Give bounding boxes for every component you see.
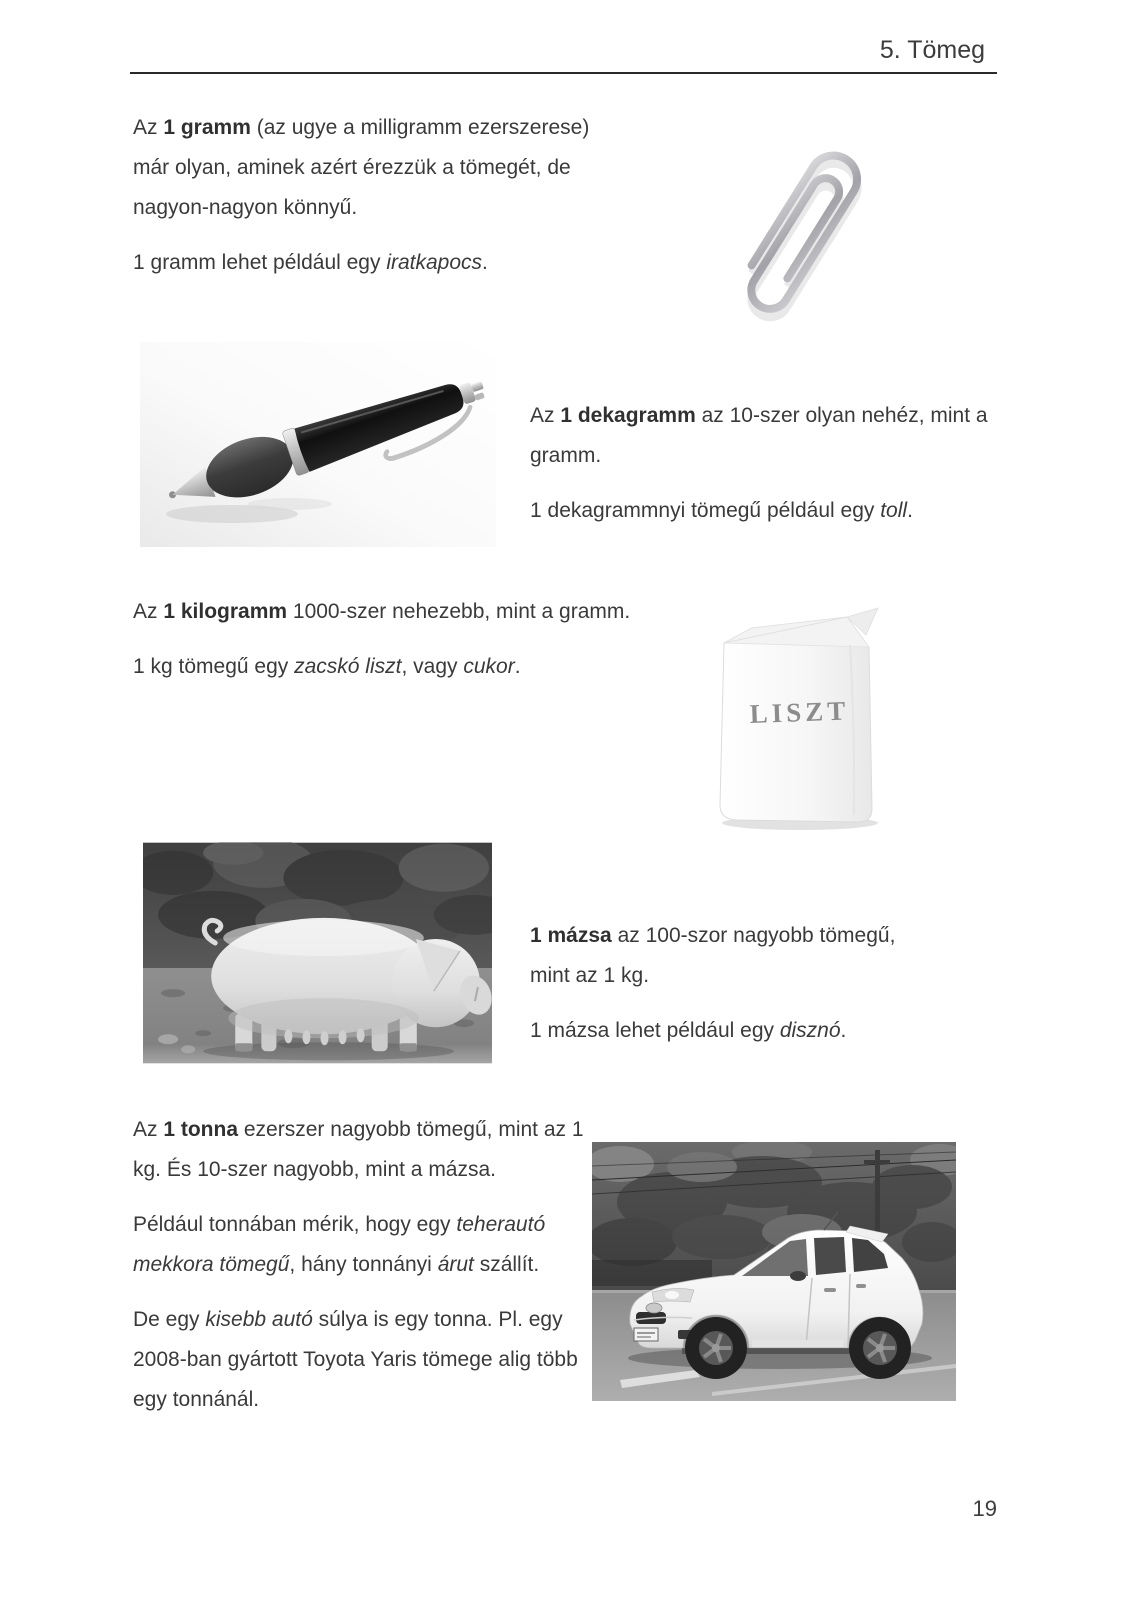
text-run: Például tonnában mérik, hogy egy	[133, 1213, 457, 1236]
header-rule	[130, 72, 997, 74]
mazsa-example-text	[530, 1011, 928, 1051]
car-rear-wheel	[849, 1317, 911, 1379]
text-run: .	[514, 655, 521, 678]
italic-term: zacskó liszt	[294, 655, 402, 678]
section-dekagramm-text	[530, 396, 990, 531]
flour-bag-photo	[708, 583, 896, 833]
text-run: ezerszer nagyobb tömegű, mint az 1 kg. És 10-szer nagyobb, mint a mázsa.	[133, 1118, 584, 1181]
pen-photo	[140, 342, 496, 547]
section-tonna-text	[133, 1110, 588, 1420]
italic-term: árut	[437, 1253, 474, 1276]
dekagramm-definition-text	[530, 396, 990, 476]
italic-term: toll	[880, 499, 908, 522]
bold-term: 1 tonna	[163, 1118, 239, 1141]
text-run: Az	[133, 600, 164, 623]
italic-term: kisebb autó	[205, 1308, 313, 1331]
italic-term: cukor	[463, 655, 515, 678]
section-kilogramm-text	[133, 592, 681, 687]
flour-bag-label: LISZT	[749, 695, 850, 729]
section-gramm-text	[133, 108, 615, 283]
dekagramm-example-text	[530, 491, 990, 531]
text-run: 1000-szer nehezebb, mint a gramm.	[287, 600, 631, 623]
chapter-title: 5. Tömeg	[879, 36, 985, 64]
car-license-plate	[634, 1328, 658, 1341]
bold-term: 1 kilogramm	[163, 600, 288, 623]
mazsa-definition-text	[530, 916, 928, 996]
car-photo	[592, 1142, 956, 1401]
text-run: 1 mázsa lehet például egy	[530, 1019, 780, 1042]
pig-photo	[143, 842, 492, 1064]
tonna-truck-text	[133, 1205, 588, 1285]
text-run: .	[907, 499, 913, 522]
italic-term: disznó	[779, 1019, 841, 1042]
kilogramm-definition-text	[133, 592, 681, 632]
text-run: 1 dekagrammnyi tömegű például egy	[530, 499, 881, 522]
text-run: 1 kg tömegű egy	[133, 655, 295, 678]
text-run: (az ugye a milligramm ezerszerese) már olyan, aminek azért érezzük a tömegét, de nagyon-nagyon könnyű.	[133, 116, 590, 219]
bold-term: 1 gramm	[163, 116, 251, 139]
car-mirror	[790, 1271, 806, 1281]
text-run: Az	[530, 404, 561, 427]
tonna-definition-text	[133, 1110, 588, 1190]
gramm-example-text	[133, 243, 615, 283]
gramm-definition-text	[133, 108, 615, 228]
text-run: .	[840, 1019, 847, 1042]
text-run: szállít.	[473, 1253, 540, 1276]
text-run: súlya is egy tonna. Pl. egy 2008-ban gyártott Toyota Yaris tömege alig több egy tonnánál.	[133, 1308, 578, 1411]
text-run: 1 gramm lehet például egy	[133, 251, 387, 274]
car-badge	[646, 1303, 662, 1313]
kilogramm-example-text	[133, 647, 681, 687]
car-front-wheel	[685, 1317, 747, 1379]
tonna-car-text	[133, 1300, 588, 1420]
text-run: .	[482, 251, 488, 274]
italic-term: teherautó mekkora tömegű	[133, 1213, 546, 1276]
text-run: , vagy	[401, 655, 464, 678]
text-run: az 10-szer olyan nehéz, mint a gramm.	[530, 404, 988, 467]
text-run: az 100-szor nagyobb tömegű, mint az 1 kg.	[530, 924, 896, 987]
bold-term: 1 mázsa	[530, 924, 612, 947]
page-number: 19	[972, 1496, 997, 1521]
paperclip-photo	[698, 130, 904, 332]
bold-term: 1 dekagramm	[560, 404, 696, 427]
section-mazsa-text	[530, 916, 928, 1051]
text-run: , hány tonnányi	[289, 1253, 438, 1276]
text-run: Az	[133, 1118, 164, 1141]
text-run: De egy	[133, 1308, 206, 1331]
car-front-window	[814, 1237, 846, 1275]
text-run: Az	[133, 116, 164, 139]
italic-term: iratkapocs	[386, 251, 483, 274]
